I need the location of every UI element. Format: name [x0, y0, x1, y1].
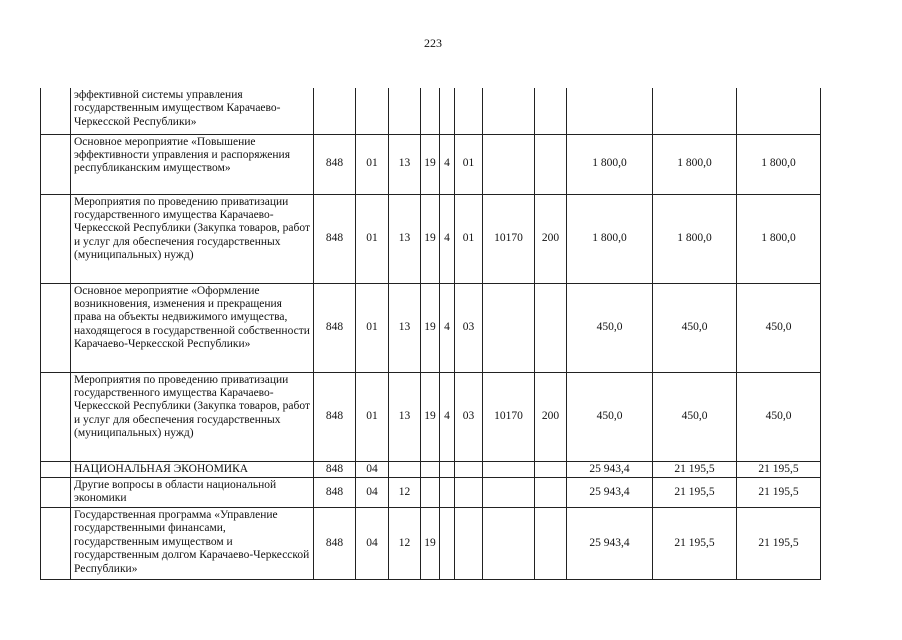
- amount-year3-cell: 1 800,0: [737, 194, 821, 283]
- direction-code-cell: 10170: [483, 372, 535, 461]
- subprogram-code-cell: 4: [440, 283, 455, 372]
- subsection-cell: [389, 88, 421, 134]
- ved-cell: 848: [314, 134, 356, 194]
- item-name-cell: Другие вопросы в области национальной экономики: [71, 477, 314, 507]
- expense-type-cell: [535, 283, 567, 372]
- ved-cell: 848: [314, 194, 356, 283]
- amount-year3-cell: 21 195,5: [737, 507, 821, 579]
- row-margin-cell: [41, 88, 71, 134]
- amount-year2-cell: 1 800,0: [653, 194, 737, 283]
- section-cell: [356, 88, 389, 134]
- expense-type-cell: [535, 461, 567, 477]
- expense-type-cell: [535, 134, 567, 194]
- amount-year3-cell: 21 195,5: [737, 461, 821, 477]
- expense-type-cell: 200: [535, 194, 567, 283]
- item-name-cell: Мероприятия по проведению приватизации государственного имущества Карачаево-Черкесской Республики (Закупка товаров, работ и услуг для обеспечения государственных (муниципальных) нужд): [71, 194, 314, 283]
- subsection-cell: [389, 461, 421, 477]
- subprogram-code-cell: 4: [440, 372, 455, 461]
- table-row: [41, 507, 821, 579]
- subsection-cell: 13: [389, 134, 421, 194]
- page-number: 223: [424, 36, 442, 50]
- subsection-cell: 13: [389, 283, 421, 372]
- amount-year3-cell: 450,0: [737, 283, 821, 372]
- table-row: [41, 461, 821, 477]
- direction-code-cell: [483, 88, 535, 134]
- ved-cell: 848: [314, 507, 356, 579]
- section-cell: 01: [356, 283, 389, 372]
- amount-year2-cell: 21 195,5: [653, 461, 737, 477]
- item-name-cell: Основное мероприятие «Оформление возникновения, изменения и прекращения права на объекты недвижимого имущества, находящегося в государственной собственности Карачаево-Черкесской Республики»: [71, 283, 314, 372]
- section-cell: 04: [356, 477, 389, 507]
- amount-year3-cell: 450,0: [737, 372, 821, 461]
- row-margin-cell: [41, 507, 71, 579]
- amount-year2-cell: 21 195,5: [653, 507, 737, 579]
- amount-year3-cell: 21 195,5: [737, 477, 821, 507]
- amount-year1-cell: 1 800,0: [567, 134, 653, 194]
- amount-year2-cell: [653, 88, 737, 134]
- ved-cell: 848: [314, 372, 356, 461]
- section-cell: 04: [356, 507, 389, 579]
- subprogram-code-cell: 4: [440, 134, 455, 194]
- expense-type-cell: 200: [535, 372, 567, 461]
- program-code-cell: [421, 461, 440, 477]
- amount-year1-cell: 25 943,4: [567, 507, 653, 579]
- amount-year2-cell: 1 800,0: [653, 134, 737, 194]
- subprogram-code-cell: [440, 507, 455, 579]
- subprogram-code-cell: [440, 461, 455, 477]
- expense-type-cell: [535, 88, 567, 134]
- activity-code-cell: 03: [455, 372, 483, 461]
- program-code-cell: [421, 477, 440, 507]
- activity-code-cell: [455, 507, 483, 579]
- section-cell: 01: [356, 194, 389, 283]
- item-name-cell: Основное мероприятие «Повышение эффективности управления и распоряжения республиканским имуществом»: [71, 134, 314, 194]
- amount-year2-cell: 450,0: [653, 283, 737, 372]
- activity-code-cell: 01: [455, 134, 483, 194]
- row-margin-cell: [41, 477, 71, 507]
- section-cell: 01: [356, 134, 389, 194]
- amount-year1-cell: 25 943,4: [567, 461, 653, 477]
- amount-year1-cell: 450,0: [567, 283, 653, 372]
- table-row: [41, 283, 821, 372]
- activity-code-cell: [455, 477, 483, 507]
- item-name-cell: Государственная программа «Управление государственными финансами, государственным имуществом и государственным долгом Карачаево-Черкесской Республики»: [71, 507, 314, 579]
- table-row: [41, 194, 821, 283]
- amount-year1-cell: 25 943,4: [567, 477, 653, 507]
- expense-type-cell: [535, 507, 567, 579]
- ved-cell: 848: [314, 461, 356, 477]
- amount-year1-cell: 450,0: [567, 372, 653, 461]
- budget-table: [40, 88, 821, 580]
- table-row: [41, 134, 821, 194]
- program-code-cell: 19: [421, 283, 440, 372]
- row-margin-cell: [41, 372, 71, 461]
- amount-year1-cell: [567, 88, 653, 134]
- amount-year3-cell: [737, 88, 821, 134]
- section-cell: 01: [356, 372, 389, 461]
- activity-code-cell: 03: [455, 283, 483, 372]
- item-name-cell: Мероприятия по проведению приватизации государственного имущества Карачаево-Черкесской Республики (Закупка товаров, работ и услуг для обеспечения государственных (муниципальных) нужд): [71, 372, 314, 461]
- program-code-cell: 19: [421, 194, 440, 283]
- ved-cell: 848: [314, 477, 356, 507]
- direction-code-cell: [483, 134, 535, 194]
- activity-code-cell: [455, 88, 483, 134]
- ved-cell: [314, 88, 356, 134]
- table-row: [41, 88, 821, 134]
- ved-cell: 848: [314, 283, 356, 372]
- section-cell: 04: [356, 461, 389, 477]
- amount-year3-cell: 1 800,0: [737, 134, 821, 194]
- row-margin-cell: [41, 134, 71, 194]
- subprogram-code-cell: [440, 88, 455, 134]
- direction-code-cell: [483, 461, 535, 477]
- amount-year2-cell: 450,0: [653, 372, 737, 461]
- subsection-cell: 12: [389, 507, 421, 579]
- direction-code-cell: [483, 283, 535, 372]
- table-row: [41, 477, 821, 507]
- amount-year1-cell: 1 800,0: [567, 194, 653, 283]
- program-code-cell: 19: [421, 134, 440, 194]
- direction-code-cell: 10170: [483, 194, 535, 283]
- subsection-cell: 12: [389, 477, 421, 507]
- program-code-cell: 19: [421, 507, 440, 579]
- activity-code-cell: [455, 461, 483, 477]
- expense-type-cell: [535, 477, 567, 507]
- subprogram-code-cell: [440, 477, 455, 507]
- program-code-cell: 19: [421, 372, 440, 461]
- direction-code-cell: [483, 477, 535, 507]
- item-name-cell: эффективной системы управления государственным имуществом Карачаево-Черкесской Республики»: [71, 88, 314, 134]
- table-row: [41, 372, 821, 461]
- program-code-cell: [421, 88, 440, 134]
- row-margin-cell: [41, 461, 71, 477]
- direction-code-cell: [483, 507, 535, 579]
- row-margin-cell: [41, 194, 71, 283]
- item-name-cell: НАЦИОНАЛЬНАЯ ЭКОНОМИКА: [71, 461, 314, 477]
- row-margin-cell: [41, 283, 71, 372]
- amount-year2-cell: 21 195,5: [653, 477, 737, 507]
- activity-code-cell: 01: [455, 194, 483, 283]
- subprogram-code-cell: 4: [440, 194, 455, 283]
- subsection-cell: 13: [389, 194, 421, 283]
- subsection-cell: 13: [389, 372, 421, 461]
